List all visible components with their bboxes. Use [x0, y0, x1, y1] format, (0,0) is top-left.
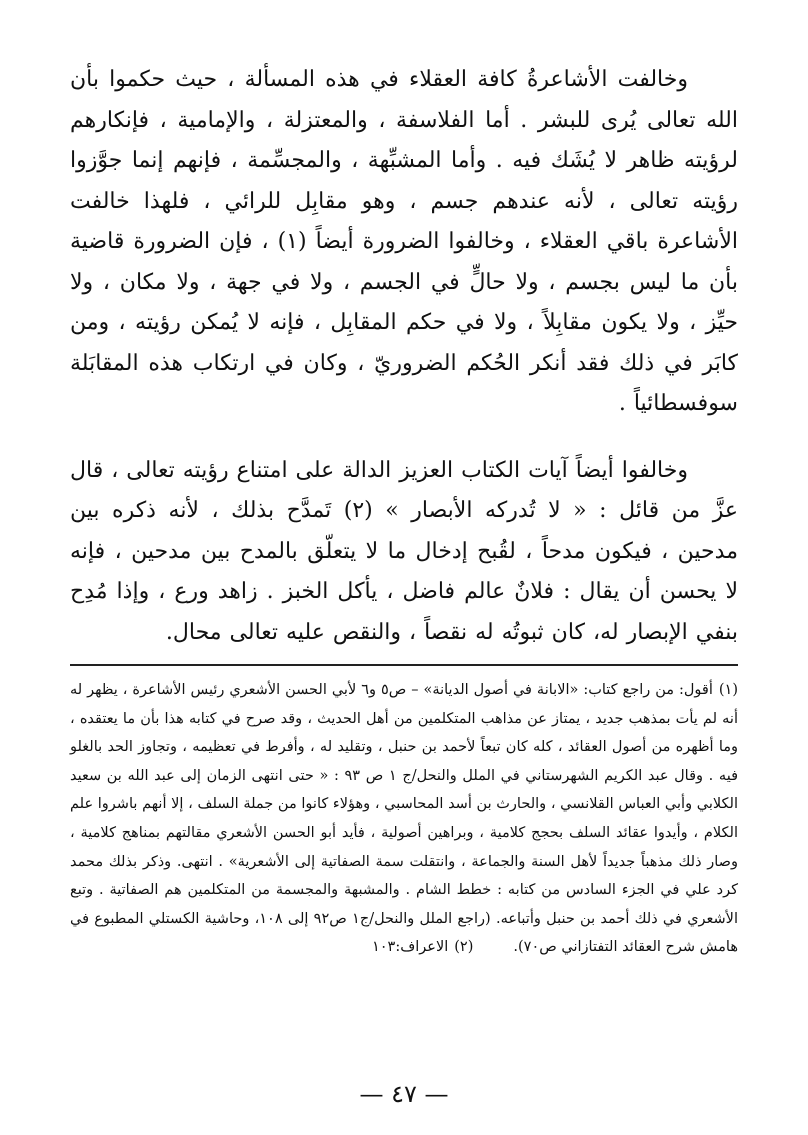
footnote-divider [70, 664, 738, 666]
footnote-2-text: الاعراف:١٠٣ [371, 939, 449, 956]
paragraph-1: وخالفت الأشاعرةُ كافة العقلاء في هذه المسألة ، حيث حكموا بأن الله تعالى يُرى للبشر . أما الفلاسفة ، والمعتزلة ، والإمامية ، فإنكارهم لرؤيته ظاهر لا يُشَك فيه . وأما المشبِّهة ، والمجسِّمة ، فإنهم إنما جوَّزوا رؤيته تعالى ، لأنه عندهم جسم ، وهو مقابِل للرائي ، فلهذا خالفت الأشاعرة باقي العقلاء ، وخالفوا الضرورة أيضاً (١) ، فإن الضرورة قاضية بأن ما ليس بجسم ، ولا حالٍّ في الجسم ، ولا في جهة ، ولا مكان ، ولا حيِّز ، ولا يكون مقابِلاً ، ولا في حكم المقابِل ، فإنه لا يُمكن رؤيته ، ومن كابَر في ذلك فقد أنكر الحُكم الضروريّ ، وكان في ارتكاب هذه المقابَلة سوفسطائياً . [70, 67, 738, 416]
footnote-1-number: (١) [718, 682, 738, 698]
footnotes [70, 676, 738, 962]
footnote-1-text: أقول: من راجع كتاب: «الابانة في أصول الديانة» – ص٥ و٦ لأبي الحسن الأشعري رئيس الأشاعرة ، يظهر له أنه لم يأت بمذهب جديد ، يمتاز عن مذاهب المتكلمين من أهل الحديث ، وقد صرح في كتابه هذا بأن ما يعتقده ، وما أظهره من أصول العقائد ، كله كان تبعاً لأحمد بن حنبل ، وتقليد له ، وأفرط في تعظيمه ، وتجاوز الحد بالغلو فيه . وقال عبد الكريم الشهرستاني في الملل والنحل/ج ١ ص ٩٣ : « حتى انتهى الزمان إلى عبد الله بن سعيد الكلابي وأبي العباس القلانسي ، والحارث بن أسد المحاسبي ، وهؤلاء كانوا من جملة السلف ، إلا أنهم باشروا علم الكلام ، وأيدوا عقائد السلف بحجج كلامية ، وبراهين أصولية ، فأيد أبو الحسن الأشعري مقالتهم بمناهج كلامية ، وصار ذلك مذهباً جديداً لأهل السنة والجماعة ، وانتقلت سمة الصفاتية إلى الأشعرية» . انتهى. وذكر بذلك محمد كرد علي في الجزء السادس من كتابه : خطط الشام . والمشبهة والمجسمة من المتكلمين هم الصفاتية . وتبع الأشعري في ذلك أحمد بن حنبل وأتباعه. (راجع الملل والنحل/ج١ ص٩٢ إلى ١٠٨، وحاشية الكستلي المطبوع في هامش شرح العقائد التفتازاني ص٧٠). [70, 682, 739, 956]
footnote-1 [70, 676, 738, 962]
paragraph-2: وخالفوا أيضاً آيات الكتاب العزيز الدالة على امتناع رؤيته تعالى ، قال عزَّ من قائل : « لا تُدركه الأبصار » (٢) تَمدَّح بذلك ، لأنه ذكره بين مدحين ، فيكون مدحاً ، لقُبح إدخال ما لا يتعلّق بالمدح بين مدحين ، فإنه لا يحسن أن يقال : فلانٌ عالم فاضل ، يأكل الخبز . زاهد ورع ، وإذا مُدِح بنفي الإبصار له، كان ثبوتُه له نقصاً ، والنقص عليه تعالى محال. [70, 457, 739, 645]
main-text [70, 60, 738, 653]
footnote-2-number: (٢) [454, 939, 474, 956]
page-number: — ٤٧ — [359, 1080, 449, 1108]
footnote-2 [372, 933, 473, 962]
